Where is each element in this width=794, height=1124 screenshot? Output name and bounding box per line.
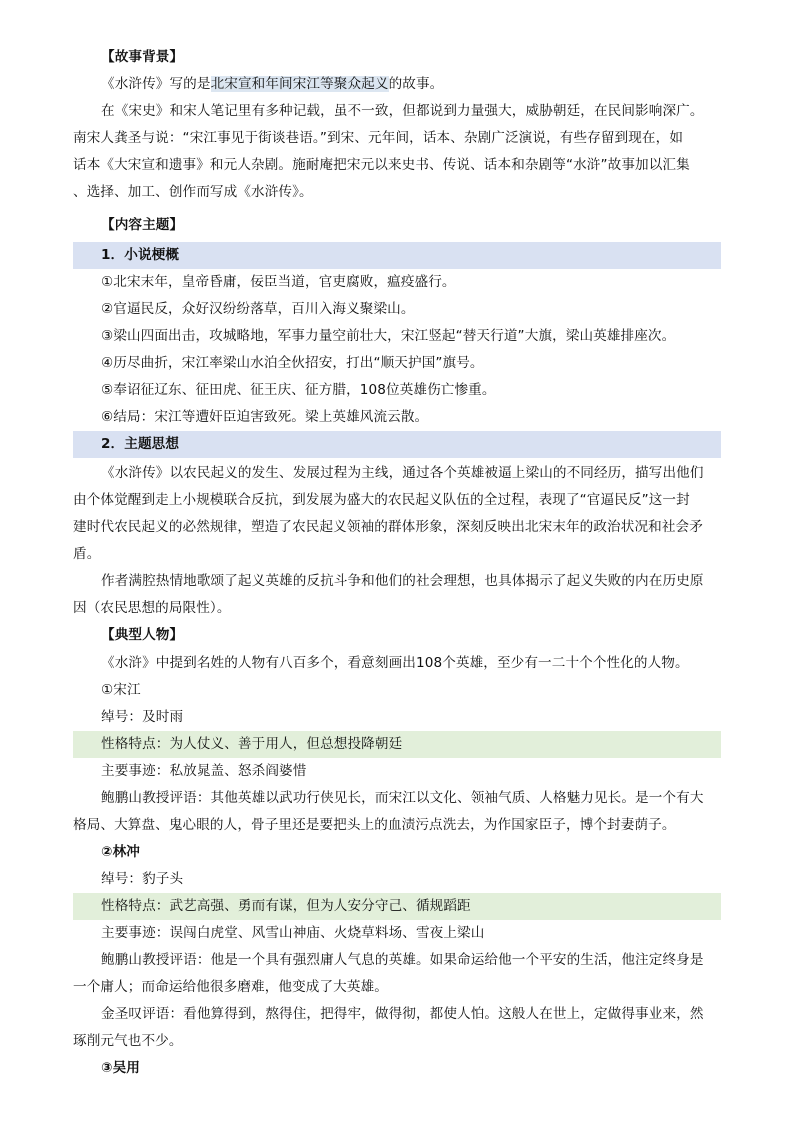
paragraph-line: 《水浒传》写的是北宋宣和年间宋江等聚众起义的故事。 [101,76,444,92]
character-deeds: 主要事迹：误闯白虎堂、风雪山神庙、火烧草料场、雪夜上梁山 [101,925,485,941]
section-heading: 【内容主题】 [101,217,184,233]
list-item: ④历尽曲折，宋江率梁山水泊全伙招安，打出“顺天护国”旗号。 [101,355,484,371]
highlighted-text: 北宋宣和年间宋江等聚众起义 [210,76,389,92]
paragraph-line: 建时代农民起义的必然规律，塑造了农民起义领袖的群体形象，深刻反映出北宋末年的政治状况和社会矛 [73,519,703,535]
paragraph-line: 南宋人龚圣与说：“宋江事见于街谈巷语。”到宋、元年间，话本、杂剧广泛演说，有些存留到现在，如 [73,130,684,146]
paragraph-line: 在《宋史》和宋人笔记里有多种记载，虽不一致，但都说到力量强大，威胁朝廷，在民间影响深广。 [101,103,704,119]
character-comment: 鲍鹏山教授评语：他是一个具有强烈庸人气息的英雄。如果命运给他一个平安的生活，他注定终身是 [101,952,704,968]
character-deeds: 主要事迹：私放晁盖、怒杀阎婆惜 [101,763,307,779]
paragraph-line: 因（农民思想的局限性）。 [73,600,231,616]
list-item: ③梁山四面出击，攻城略地，军事力量空前壮大，宋江竖起“替天行道”大旗，梁山英雄排座次。 [101,328,676,344]
character-traits: 性格特点：武艺高强、勇而有谋，但为人安分守己、循规蹈距 [101,898,471,914]
character-comment: 格局、大算盘、鬼心眼的人，骨子里还是要把头上的血渍污点洗去，为作国家臣子，博个封妻荫子。 [73,817,676,833]
list-item: ①北宋末年，皇帝昏庸，佞臣当道，官吏腐败，瘟疫盛行。 [101,274,456,290]
paragraph-line: 、选择、加工、创作而写成《水浒传》。 [73,184,313,200]
subheading: 2．主题思想 [101,436,180,452]
character-nickname: 绰号：及时雨 [101,709,184,725]
list-item: ⑥结局：宋江等遭奸臣迫害致死。梁上英雄风流云散。 [101,409,429,425]
paragraph-line: 话本《大宋宣和遗事》和元人杂剧。施耐庵把宋元以来史书、传说、话本和杂剧等“水浒”故事加以汇集 [73,157,690,173]
section-heading: 【典型人物】 [101,627,184,643]
character-comment: 金圣叹评语：看他算得到，熬得住，把得牢，做得彻，都使人怕。这般人在世上，定做得事业来，然 [101,1006,704,1022]
paragraph-line: 盾。 [73,546,101,562]
subheading: 1．小说梗概 [101,247,180,263]
character-name: ①宋江 [101,682,141,698]
paragraph-line: 作者满腔热情地歌颂了起义英雄的反抗斗争和他们的社会理想，也具体揭示了起义失败的内在历史原 [101,573,704,589]
character-comment: 一个庸人；而命运给他很多磨难，他变成了大英雄。 [73,979,388,995]
character-comment: 鲍鹏山教授评语：其他英雄以武功行侠见长，而宋江以文化、领袖气质、人格魅力见长。是一个有大 [101,790,704,806]
paragraph-line: 《水浒》中提到名姓的人物有八百多个，看意刻画出108个英雄，至少有一二十个个性化的人物。 [101,655,689,671]
list-item: ②官逼民反，众好汉纷纷落草，百川入海义聚梁山。 [101,301,415,317]
character-traits: 性格特点：为人仗义、善于用人，但总想投降朝廷 [101,736,403,752]
paragraph-line: 《水浒传》以农民起义的发生、发展过程为主线，通过各个英雄被逼上梁山的不同经历，描写出他们 [101,465,704,481]
character-nickname: 绰号：豹子头 [101,871,184,887]
character-comment: 琢削元气也不少。 [73,1033,183,1049]
character-name: ③吴用 [101,1060,140,1076]
section-heading: 【故事背景】 [101,49,184,65]
paragraph-line: 由个体觉醒到走上小规模联合反抗，到发展为盛大的农民起义队伍的全过程，表现了“官逼民反”这一封 [73,492,690,508]
character-name: ②林冲 [101,844,140,860]
list-item: ⑤奉诏征辽东、征田虎、征王庆、征方腊，108位英雄伤亡惨重。 [101,382,496,398]
